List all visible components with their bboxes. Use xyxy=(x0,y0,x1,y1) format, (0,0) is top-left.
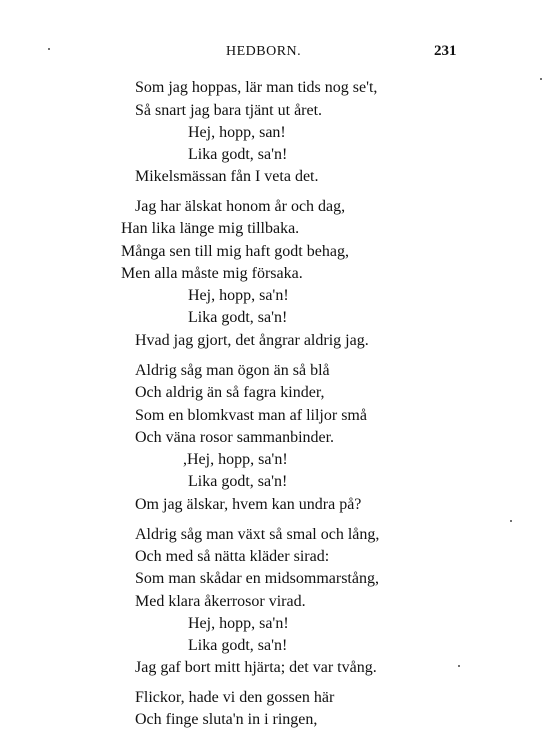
poem-line: Jag gaf bort mitt hjärta; det var tvång. xyxy=(135,659,377,676)
refrain-line: Hej, hopp, san! xyxy=(188,124,286,141)
poem-line: Och väna rosor sammanbinder. xyxy=(135,429,335,446)
scan-speck xyxy=(458,665,460,667)
poem-line: Och finge sluta'n in i ringen, xyxy=(135,711,318,728)
running-header: HEDBORN. xyxy=(226,44,302,59)
refrain-line: Lika godt, sa'n! xyxy=(188,146,288,163)
scan-speck xyxy=(48,48,50,50)
poem-line: Hvad jag gjort, det ångrar aldrig jag. xyxy=(135,332,369,349)
poem-line: Aldrig såg man ögon än så blå xyxy=(135,362,330,379)
poem-line: Som man skådar en midsommarstång, xyxy=(135,570,379,587)
scan-speck xyxy=(540,78,542,80)
refrain-line: Lika godt, sa'n! xyxy=(188,473,288,490)
poem-line: Som jag hoppas, lär man tids nog se't, xyxy=(135,79,378,96)
page-number: 231 xyxy=(434,43,457,59)
poem-line: Med klara åkerrosor virad. xyxy=(135,593,306,610)
poem-line: Och med så nätta kläder sirad: xyxy=(135,548,330,565)
refrain-line: Lika godt, sa'n! xyxy=(188,637,288,654)
poem-line: Han lika länge mig tillbaka. xyxy=(121,220,300,237)
poem-line: Och aldrig än så fagra kinder, xyxy=(135,384,325,401)
refrain-line: Hej, hopp, sa'n! xyxy=(188,287,289,304)
poem-line: Flickor, hade vi den gossen här xyxy=(135,689,335,706)
refrain-line: Hej, hopp, sa'n! xyxy=(188,615,289,632)
scan-speck xyxy=(510,520,512,522)
poem-line: Om jag älskar, hvem kan undra på? xyxy=(135,496,362,513)
refrain-line: ,Hej, hopp, sa'n! xyxy=(183,451,288,468)
poem-line: Jag har älskat honom år och dag, xyxy=(135,198,346,215)
poem-line: Så snart jag bara tjänt ut året. xyxy=(135,102,323,119)
poem-line: Aldrig såg man växt så smal och lång, xyxy=(135,526,380,543)
poem-line: Mikelsmässan fån I veta det. xyxy=(135,168,319,185)
poem-line: Som en blomkvast man af liljor små xyxy=(135,407,367,424)
poem-line: Många sen till mig haft godt behag, xyxy=(121,243,349,260)
poem-line: Men alla måste mig försaka. xyxy=(121,265,303,282)
refrain-line: Lika godt, sa'n! xyxy=(188,309,288,326)
